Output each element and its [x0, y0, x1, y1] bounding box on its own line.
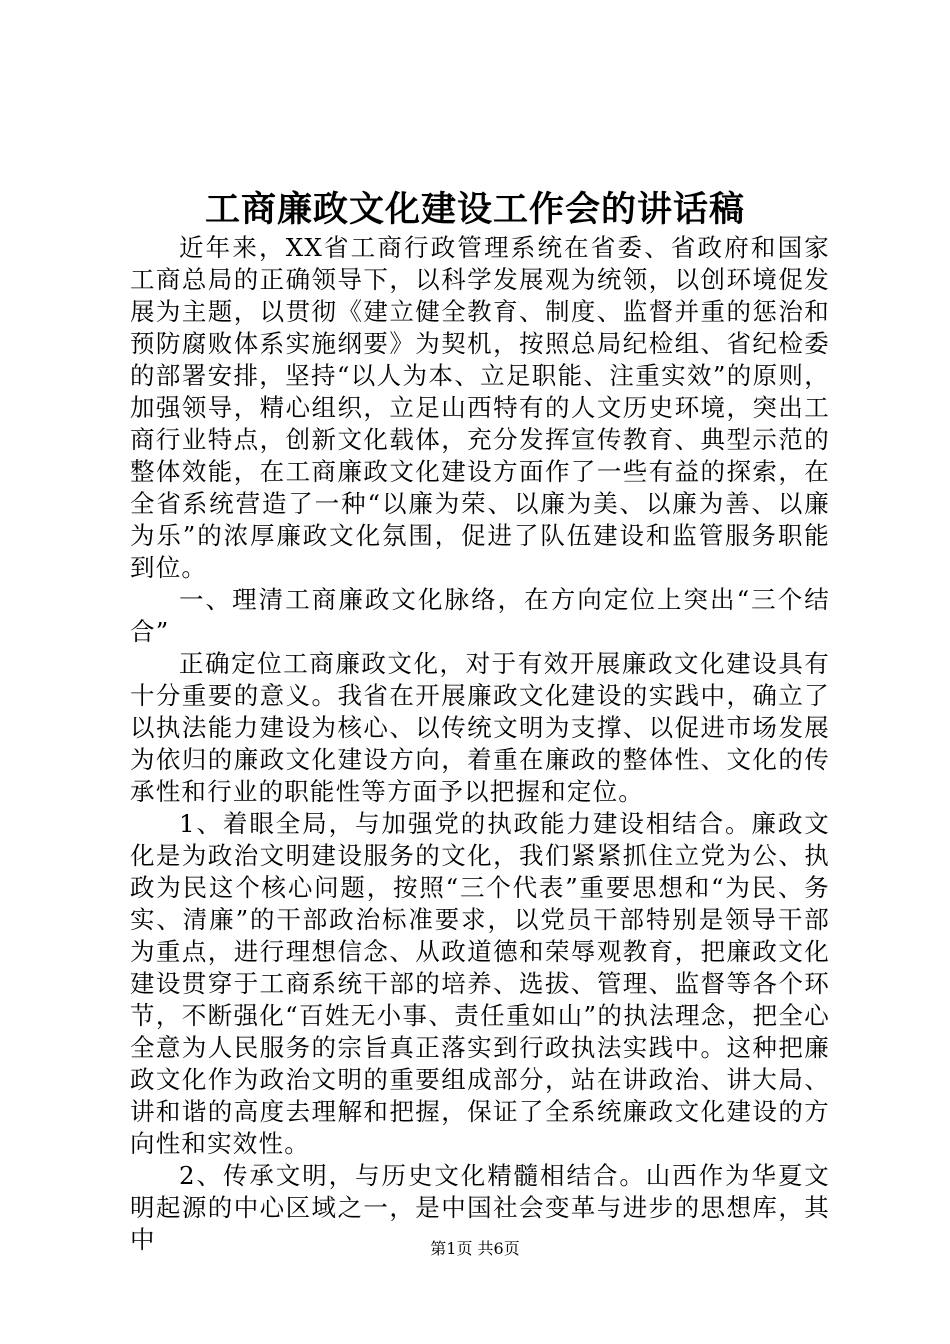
page-number-footer: 第1页 共6页 — [430, 1239, 520, 1258]
document-body — [130, 232, 830, 1256]
document-title: 工商廉政文化建设工作会的讲话稿 — [204, 190, 745, 230]
paragraph-point-2: 2、传承文明，与历史文化精髓相结合。山西作为华夏文明起源的中心区域之一，是中国社会变革与进步的思想库，其中 — [130, 1161, 830, 1254]
paragraph-positioning: 正确定位工商廉政文化，对于有效开展廉政文化建设具有十分重要的意义。我省在开展廉政文化建设的实践中，确立了以执法能力建设为核心、以传统文明为支撑、以促进市场发展为依归的廉政文化建设方向，着重在廉政的整体性、文化的传承性和行业的职能性等方面予以把握和定位。 — [130, 649, 830, 806]
paragraph-intro: 近年来，XX省工商行政管理系统在省委、省政府和国家工商总局的正确领导下，以科学发展观为统领，以创环境促发展为主题，以贯彻《建立健全教育、制度、监督并重的惩治和预防腐败体系实施纲要》为契机，按照总局纪检组、省纪检委的部署安排，坚持“以人为本、立足职能、注重实效”的原则，加强领导，精心组织，立足山西特有的人文历史环境，突出工商行业特点，创新文化载体，充分发挥宣传教育、典型示范的整体效能，在工商廉政文化建设方面作了一些有益的探索，在全省系统营造了一种“以廉为荣、以廉为美、以廉为善、以廉为乐”的浓厚廉政文化氛围，促进了队伍建设和监管服务职能到位。 — [130, 233, 830, 582]
paragraph-point-1: 1、着眼全局，与加强党的执政能力建设相结合。廉政文化是为政治文明建设服务的文化，我们紧紧抓住立党为公、执政为民这个核心问题，按照“三个代表”重要思想和“为民、务实、清廉”的干部政治标准要求，以党员干部特别是领导干部为重点，进行理想信念、从政道德和荣辱观教育，把廉政文化建设贯穿于工商系统干部的培养、选拔、管理、监督等各个环节，不断强化“百姓无小事、责任重如山”的执法理念，把全心全意为人民服务的宗旨真正落实到行政执法实践中。这种把廉政文化作为政治文明的重要组成部分，站在讲政治、讲大局、讲和谐的高度去理解和把握，保证了全系统廉政文化建设的方向性和实效性。 — [130, 809, 830, 1158]
section-heading-1: 一、理清工商廉政文化脉络，在方向定位上突出“三个结合” — [130, 585, 830, 646]
